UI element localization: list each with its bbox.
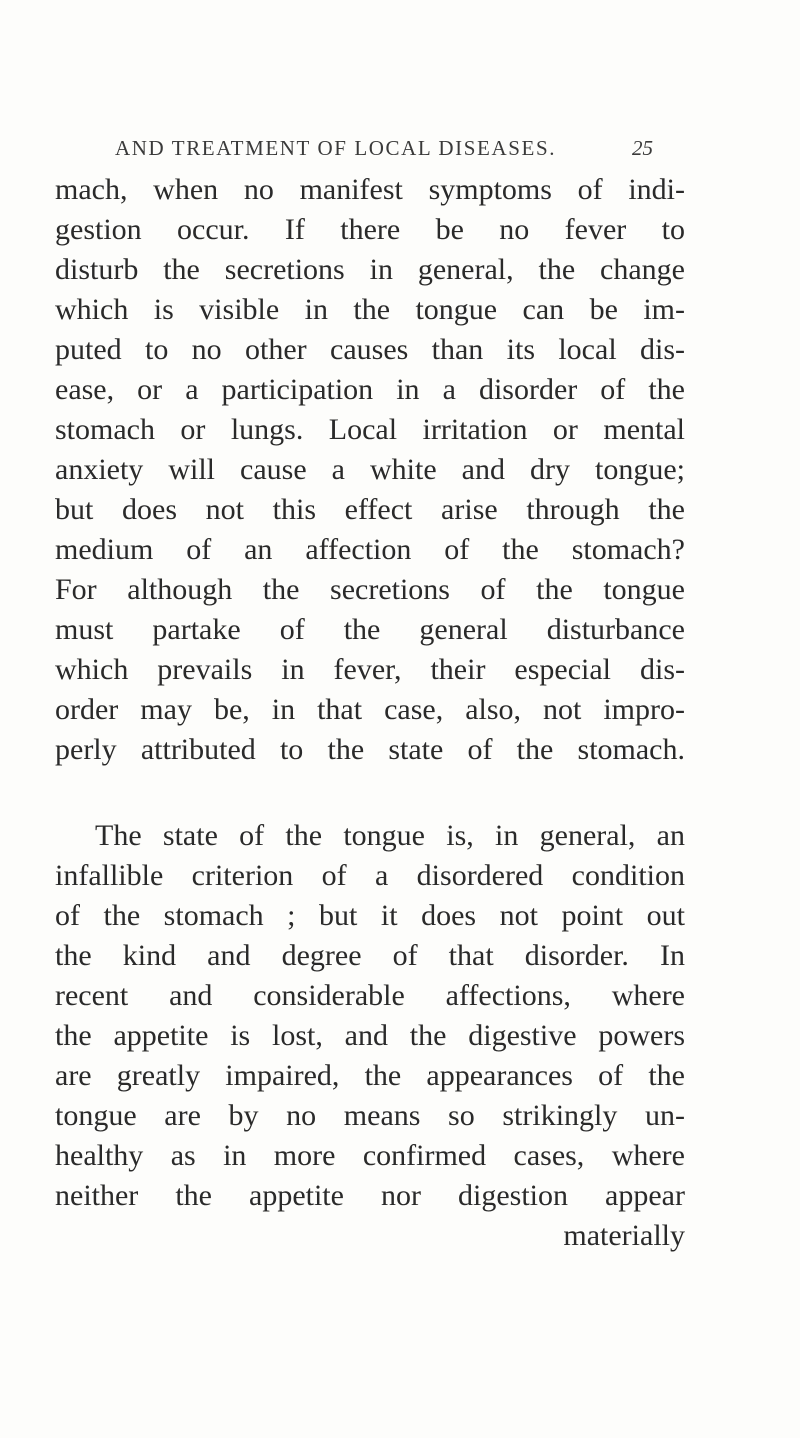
page-number: 25 xyxy=(632,136,653,160)
text-line: medium of an affection of the stomach? xyxy=(55,533,685,566)
body-text xyxy=(55,170,685,1256)
text-line: which prevails in fever, their especial dis- xyxy=(55,653,685,686)
text-line: but does not this effect arise through the xyxy=(55,493,685,526)
text-line: which is visible in the tongue can be im- xyxy=(55,293,685,326)
text-line: are greatly impaired, the appearances of the xyxy=(55,1059,685,1092)
text-line: neither the appetite nor digestion appear xyxy=(55,1179,685,1212)
text-line: stomach or lungs. Local irritation or mental xyxy=(55,413,685,446)
text-line: the kind and degree of that disorder. In xyxy=(55,939,685,972)
text-line: disturb the secretions in general, the change xyxy=(55,253,685,286)
text-line: mach, when no manifest symptoms of indi- xyxy=(55,173,685,206)
text-line: order may be, in that case, also, not impro- xyxy=(55,693,685,726)
text-line: The state of the tongue is, in general, an xyxy=(95,819,685,852)
catchword: materially xyxy=(563,1219,685,1252)
text-line: ease, or a participation in a disorder of the xyxy=(55,373,685,406)
text-line: the appetite is lost, and the digestive powers xyxy=(55,1019,685,1052)
text-line: For although the secretions of the tongue xyxy=(55,573,685,606)
text-line: perly attributed to the state of the stomach. xyxy=(55,733,685,766)
text-line: infallible criterion of a disordered condition xyxy=(55,859,685,892)
text-line: recent and considerable affections, where xyxy=(55,979,685,1012)
text-line: puted to no other causes than its local dis- xyxy=(55,333,685,366)
text-line: of the stomach ; but it does not point out xyxy=(55,899,685,932)
paragraph xyxy=(55,170,685,770)
running-title: AND TREATMENT OF LOCAL DISEASES. xyxy=(115,136,557,160)
text-line: tongue are by no means so strikingly un- xyxy=(55,1099,685,1132)
text-line: healthy as in more confirmed cases, where xyxy=(55,1139,685,1172)
paragraph xyxy=(55,816,685,1256)
text-line: gestion occur. If there be no fever to xyxy=(55,213,685,246)
paragraph-gap xyxy=(55,770,685,816)
text-line: must partake of the general disturbance xyxy=(55,613,685,646)
text-line: anxiety will cause a white and dry tongue; xyxy=(55,453,685,486)
